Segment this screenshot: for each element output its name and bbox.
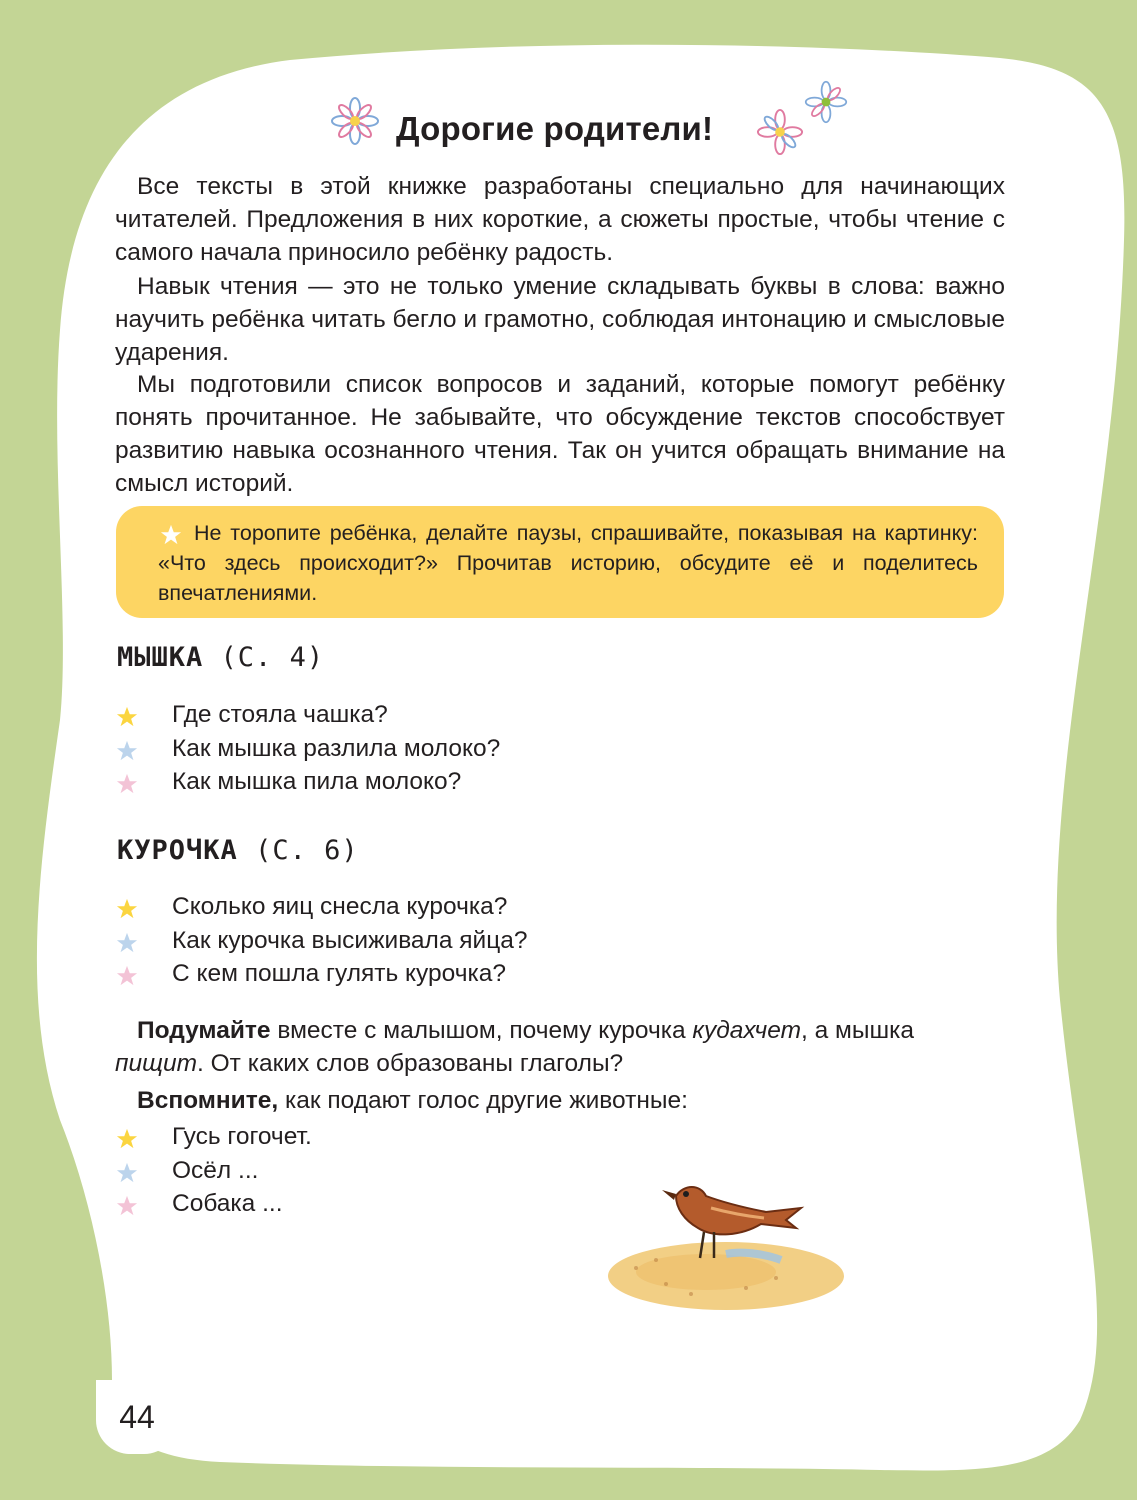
tip-box — [116, 506, 1004, 618]
star-icon — [116, 1128, 138, 1150]
list-item: Где стояла чашка? — [114, 698, 500, 732]
page-number: 44 — [96, 1380, 178, 1454]
list-item: Осёл ... — [114, 1154, 312, 1188]
flower-icon — [756, 108, 804, 156]
section-name: МЫШКА — [117, 642, 204, 673]
star-icon — [116, 965, 138, 987]
intro-paragraph: Навык чтения — это не только умение складывать буквы в слова: важно научить ребёнка читать бегло и грамотно, соблюдая интонацию и смысловые ударения. — [115, 273, 1005, 366]
star-icon — [116, 898, 138, 920]
page-title: Дорогие родители! — [396, 110, 714, 147]
star-icon — [116, 706, 138, 728]
section-page-ref: (С. 6) — [255, 835, 359, 866]
question-list — [114, 698, 500, 799]
star-icon — [116, 773, 138, 795]
section-page-ref: (С. 4) — [220, 642, 325, 673]
star-icon — [116, 932, 138, 954]
star-icon — [116, 1195, 138, 1217]
intro-paragraph: Мы подготовили список вопросов и заданий, которые помогут ребёнку понять прочитанное. Не забывайте, что обсуждение текстов способствует развитию навыка осознанного чтения. Так он учится обращать внимание на смысл историй. — [115, 371, 1005, 497]
bird-illustration — [596, 1176, 846, 1316]
animal-list — [114, 1120, 312, 1221]
recall-paragraph: Вспомните, как подают голос другие животные: — [137, 1087, 688, 1114]
list-item: С кем пошла гулять курочка? — [114, 957, 528, 991]
list-item: Как курочка высиживала яйца? — [114, 924, 528, 958]
flower-icon — [330, 96, 380, 146]
flower-icon — [804, 80, 848, 124]
list-item: Собака ... — [114, 1187, 312, 1221]
section-heading — [117, 642, 324, 673]
intro-paragraph: Все тексты в этой книжке разработаны специально для начинающих читателей. Предложения в них короткие, а сюжеты простые, чтобы чтение с самого начала приносило ребёнку радость. — [115, 173, 1005, 266]
question-list — [114, 890, 528, 991]
star-icon — [116, 740, 138, 762]
tip-text: Не торопите ребёнка, делайте паузы, спрашивайте, показывая на картинку: «Что здесь происходит?» Прочитав историю, обсудите её и поделитесь впечатлениями. — [158, 521, 978, 605]
list-item: Как мышка пила молоко? — [114, 765, 500, 799]
list-item: Сколько яиц снесла курочка? — [114, 890, 528, 924]
section-heading — [117, 835, 359, 866]
star-icon — [116, 1162, 138, 1184]
think-paragraph: Подумайте вместе с малышом, почему курочка кудахчет, а мышка пищит. От каких слов образованы глаголы? — [115, 1017, 915, 1077]
list-item: Гусь гогочет. — [114, 1120, 312, 1154]
list-item: Как мышка разлила молоко? — [114, 732, 500, 766]
section-name: КУРОЧКА — [117, 835, 238, 866]
